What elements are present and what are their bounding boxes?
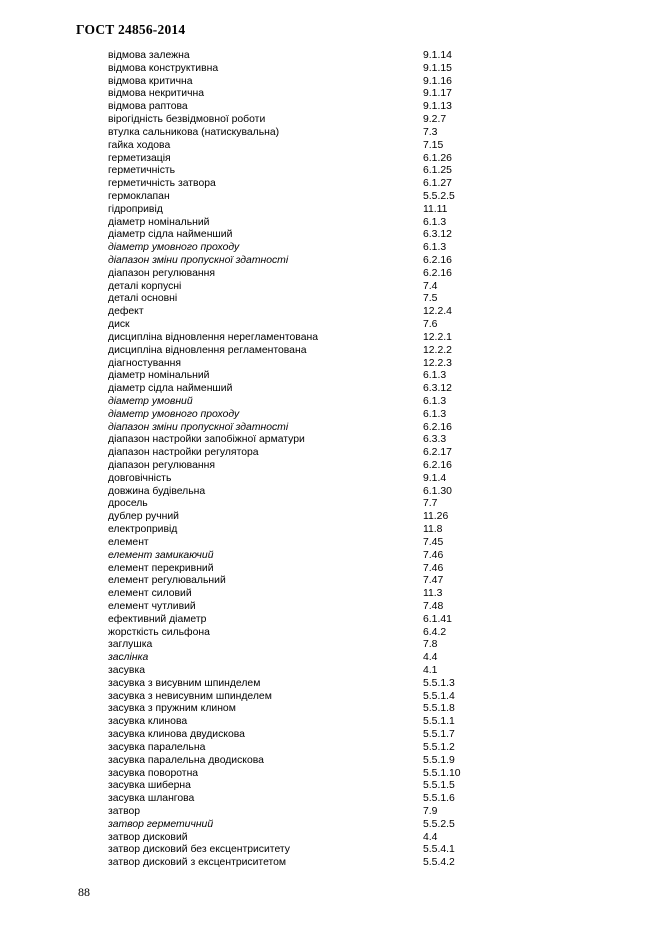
index-term: діаметр номінальний xyxy=(108,216,210,228)
index-entry xyxy=(108,63,488,76)
index-term: заглушка xyxy=(108,639,153,651)
index-term: електропривід xyxy=(108,524,178,536)
index-entry xyxy=(108,319,488,332)
index-term: засувка з пружним клином xyxy=(108,703,236,715)
index-term: елемент чутливий xyxy=(108,600,196,612)
index-reference: 7.8 xyxy=(423,639,438,651)
index-reference: 11.26 xyxy=(423,511,449,523)
index-entry xyxy=(108,511,488,524)
index-reference: 5.5.1.9 xyxy=(423,754,455,766)
index-entry xyxy=(108,88,488,101)
index-entry xyxy=(108,678,488,691)
index-entry xyxy=(108,358,488,371)
index-term: деталі основні xyxy=(108,293,178,305)
index-reference: 6.1.3 xyxy=(423,242,447,254)
index-reference: 12.2.1 xyxy=(423,331,452,343)
index-reference: 7.46 xyxy=(423,562,444,574)
index-reference: 6.2.16 xyxy=(423,255,452,266)
index-term: заслінка xyxy=(108,652,149,664)
index-entry xyxy=(108,153,488,166)
index-reference: 5.5.1.5 xyxy=(423,780,455,792)
index-term: гайка ходова xyxy=(108,139,171,151)
index-entry xyxy=(108,396,488,409)
index-term: діапазон зміни пропускної здатності xyxy=(108,421,289,433)
index-term: затвор дисковий без ексцентриситету xyxy=(108,844,290,856)
index-entry xyxy=(108,755,488,768)
index-term: герметичність затвора xyxy=(108,178,216,190)
index-reference: 6.2.16 xyxy=(423,421,452,433)
term-index-list xyxy=(108,50,488,870)
index-term: діапазон регулювання xyxy=(108,267,215,279)
index-reference: 11.11 xyxy=(423,203,448,215)
index-term: герметизація xyxy=(108,152,171,164)
index-entry xyxy=(108,537,488,550)
index-entry xyxy=(108,434,488,447)
index-term: діаметр умовного проходу xyxy=(108,408,240,420)
index-entry xyxy=(108,588,488,601)
index-entry xyxy=(108,563,488,576)
index-term: діаметр сідла найменший xyxy=(108,229,233,241)
index-entry xyxy=(108,76,488,89)
index-term: деталі корпусні xyxy=(108,280,182,292)
index-term: засувка паралельна xyxy=(108,741,206,753)
index-reference: 6.1.41 xyxy=(423,613,452,625)
index-term: елемент замикаючий xyxy=(108,549,214,561)
index-term: елемент силовий xyxy=(108,588,192,600)
index-entry xyxy=(108,165,488,178)
index-reference: 7.48 xyxy=(423,600,444,612)
index-term: гідропривід xyxy=(108,203,163,215)
index-entry xyxy=(108,793,488,806)
index-entry xyxy=(108,191,488,204)
index-entry xyxy=(108,409,488,422)
index-term: затвор дисковий xyxy=(108,831,188,843)
index-term: дросель xyxy=(108,498,148,510)
index-entry xyxy=(108,447,488,460)
index-entry xyxy=(108,832,488,845)
index-term: диск xyxy=(108,319,130,331)
index-reference: 7.6 xyxy=(423,319,438,331)
index-entry xyxy=(108,101,488,114)
index-reference: 6.4.2 xyxy=(423,626,447,638)
index-entry xyxy=(108,473,488,486)
index-entry xyxy=(108,806,488,819)
index-reference: 5.5.2.5 xyxy=(423,190,455,202)
index-entry xyxy=(108,178,488,191)
index-reference: 9.1.4 xyxy=(423,472,447,484)
index-entry xyxy=(108,627,488,640)
index-reference: 6.1.26 xyxy=(423,152,452,164)
index-term: діаметр номінальний xyxy=(108,370,210,382)
index-term: діаметр сідла найменший xyxy=(108,383,233,395)
index-entry xyxy=(108,486,488,499)
index-reference: 9.1.15 xyxy=(423,62,452,74)
index-reference: 4.4 xyxy=(423,831,438,843)
index-term: засувка з невисувним шпинделем xyxy=(108,690,272,702)
index-term: діаметр умовного проходу xyxy=(108,242,240,254)
index-term: діапазон регулювання xyxy=(108,460,215,471)
index-entry xyxy=(108,50,488,63)
index-reference: 12.2.4 xyxy=(423,306,452,318)
index-term: відмова залежна xyxy=(108,50,190,61)
index-entry xyxy=(108,127,488,140)
index-reference: 9.2.7 xyxy=(423,114,447,126)
index-term: дисципліна відновлення регламентована xyxy=(108,344,307,356)
index-reference: 6.1.3 xyxy=(423,370,447,382)
index-reference: 5.5.1.7 xyxy=(423,729,455,741)
index-entry xyxy=(108,742,488,755)
index-reference: 5.5.1.4 xyxy=(423,690,455,702)
index-reference: 6.3.12 xyxy=(423,229,452,241)
index-entry xyxy=(108,293,488,306)
index-reference: 6.1.25 xyxy=(423,165,452,177)
index-term: дефект xyxy=(108,306,144,318)
index-reference: 7.15 xyxy=(423,139,444,151)
index-term: довговічність xyxy=(108,472,172,484)
index-term: дублер ручний xyxy=(108,511,179,523)
index-entry xyxy=(108,524,488,537)
page-number: 88 xyxy=(78,885,90,899)
index-reference: 5.5.4.2 xyxy=(423,857,455,869)
index-entry xyxy=(108,498,488,511)
index-term: гермоклапан xyxy=(108,190,170,202)
index-term: засувка шиберна xyxy=(108,780,191,792)
index-reference: 9.1.17 xyxy=(423,88,452,100)
index-entry xyxy=(108,332,488,345)
index-entry xyxy=(108,575,488,588)
document-header xyxy=(76,22,185,38)
index-term: засувка клинова двудискова xyxy=(108,729,245,741)
index-reference: 7.9 xyxy=(423,805,438,817)
index-reference: 6.1.3 xyxy=(423,395,447,407)
index-term: діагностування xyxy=(108,357,182,369)
index-entry xyxy=(108,614,488,627)
index-entry xyxy=(108,665,488,678)
index-reference: 12.2.3 xyxy=(423,357,452,369)
index-term: затвор xyxy=(108,805,141,817)
index-reference: 5.5.1.6 xyxy=(423,793,455,805)
index-reference: 4.1 xyxy=(423,665,438,676)
index-entry xyxy=(108,229,488,242)
index-entry xyxy=(108,639,488,652)
index-term: засувка поворотна xyxy=(108,767,199,779)
index-entry xyxy=(108,703,488,716)
index-entry xyxy=(108,716,488,729)
index-entry xyxy=(108,383,488,396)
index-term: затвор герметичний xyxy=(108,818,214,830)
index-term: втулка сальникова (натискувальна) xyxy=(108,126,280,138)
index-entry xyxy=(108,691,488,704)
index-term: відмова критична xyxy=(108,75,193,87)
index-reference: 9.1.16 xyxy=(423,75,452,87)
index-entry xyxy=(108,268,488,281)
standard-title: ГОСТ 24856-2014 xyxy=(76,22,186,37)
index-term: діапазон зміни пропускної здатності xyxy=(108,255,289,266)
index-entry xyxy=(108,306,488,319)
index-reference: 6.2.17 xyxy=(423,447,452,459)
index-reference: 5.5.1.3 xyxy=(423,677,455,689)
index-reference: 9.1.13 xyxy=(423,101,452,113)
index-term: жорсткість сильфона xyxy=(108,626,210,638)
index-entry xyxy=(108,550,488,563)
index-entry xyxy=(108,114,488,127)
index-reference: 11.8 xyxy=(423,524,443,536)
index-entry xyxy=(108,255,488,268)
index-term: засувка паралельна дводискова xyxy=(108,754,264,766)
index-reference: 7.46 xyxy=(423,549,444,561)
index-reference: 7.4 xyxy=(423,280,438,292)
index-entry xyxy=(108,844,488,857)
index-term: елемент регулювальний xyxy=(108,575,226,587)
index-term: засувка xyxy=(108,665,146,676)
index-term: довжина будівельна xyxy=(108,485,206,497)
index-term: діапазон настройки регулятора xyxy=(108,447,259,459)
index-reference: 11.3 xyxy=(423,588,443,600)
index-term: засувка клинова xyxy=(108,716,188,728)
index-reference: 4.4 xyxy=(423,652,438,664)
index-term: відмова раптова xyxy=(108,101,188,113)
index-term: діапазон настройки запобіжної арматури xyxy=(108,434,305,446)
index-entry xyxy=(108,345,488,358)
index-term: елемент xyxy=(108,536,149,548)
index-entry xyxy=(108,729,488,742)
index-reference: 6.2.16 xyxy=(423,267,452,279)
index-entry xyxy=(108,217,488,230)
index-term: ефективний діаметр xyxy=(108,613,207,625)
index-reference: 6.3.12 xyxy=(423,383,452,395)
index-term: герметичність xyxy=(108,165,176,177)
index-entry xyxy=(108,768,488,781)
index-reference: 5.5.1.1 xyxy=(423,716,455,728)
index-entry xyxy=(108,422,488,435)
index-entry xyxy=(108,204,488,217)
index-reference: 6.1.3 xyxy=(423,216,447,228)
index-reference: 6.1.30 xyxy=(423,485,452,497)
index-entry xyxy=(108,857,488,870)
index-reference: 7.5 xyxy=(423,293,438,305)
index-reference: 12.2.2 xyxy=(423,344,452,356)
index-reference: 7.47 xyxy=(423,575,444,587)
index-term: діаметр умовний xyxy=(108,395,193,407)
index-entry xyxy=(108,652,488,665)
index-term: елемент перекривний xyxy=(108,562,214,574)
index-term: засувка шлангова xyxy=(108,793,195,805)
index-entry xyxy=(108,370,488,383)
index-reference: 5.5.1.8 xyxy=(423,703,455,715)
index-reference: 6.1.27 xyxy=(423,178,452,190)
index-reference: 9.1.14 xyxy=(423,50,452,61)
index-reference: 6.3.3 xyxy=(423,434,447,446)
index-term: вірогідність безвідмовної роботи xyxy=(108,114,266,126)
index-entry xyxy=(108,281,488,294)
index-term: відмова некритична xyxy=(108,88,205,100)
index-entry xyxy=(108,242,488,255)
index-reference: 5.5.2.5 xyxy=(423,818,455,830)
index-entry xyxy=(108,780,488,793)
index-entry xyxy=(108,819,488,832)
index-reference: 7.7 xyxy=(423,498,438,510)
index-reference: 7.3 xyxy=(423,126,438,138)
index-entry xyxy=(108,460,488,473)
index-reference: 5.5.4.1 xyxy=(423,844,455,856)
index-reference: 7.45 xyxy=(423,536,444,548)
index-term: засувка з висувним шпинделем xyxy=(108,677,261,689)
index-entry xyxy=(108,140,488,153)
index-entry xyxy=(108,601,488,614)
index-reference: 6.2.16 xyxy=(423,460,452,471)
index-term: відмова конструктивна xyxy=(108,62,219,74)
index-reference: 5.5.1.2 xyxy=(423,741,455,753)
index-reference: 5.5.1.10 xyxy=(423,767,461,779)
index-term: затвор дисковий з ексцентриситетом xyxy=(108,857,287,869)
index-reference: 6.1.3 xyxy=(423,408,447,420)
index-term: дисципліна відновлення нерегламентована xyxy=(108,331,318,343)
